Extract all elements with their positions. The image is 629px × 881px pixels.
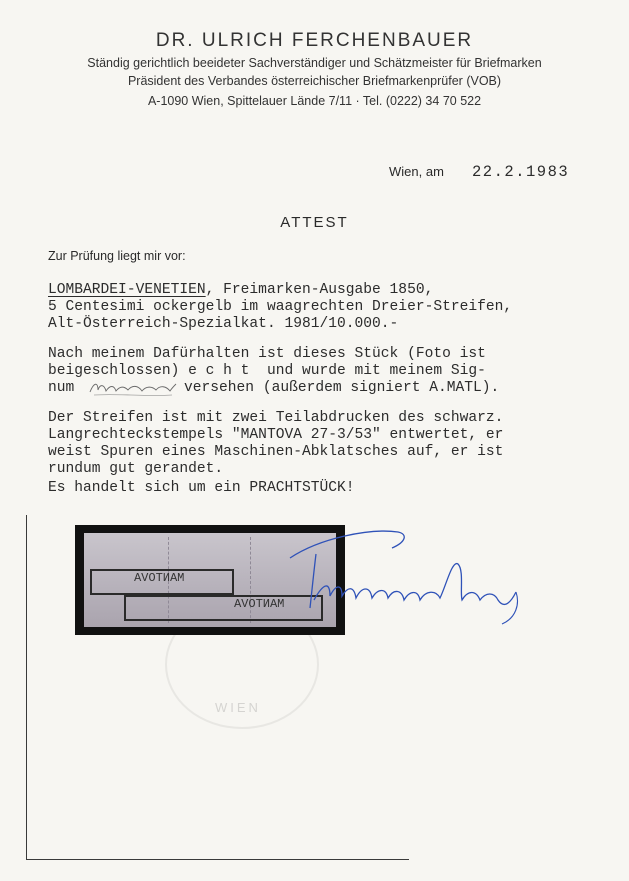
intro-text: Zur Prüfung liegt mir vor:: [48, 249, 186, 263]
letterhead-line-3: A-1090 Wien, Spittelauer Lände 7/11 · Tel. (0222) 34 70 522: [147, 94, 482, 108]
item-line-2: 5 Centesimi ockergelb im waagrechten Dreier-Streifen,: [48, 299, 513, 315]
seal-text: WIEN: [215, 700, 261, 715]
letterhead-line-2: Präsident des Verbandes österreichischer Briefmarkenprüfer (VOB): [127, 74, 502, 88]
small-signum-signature: [86, 376, 178, 400]
description-line-5: Es handelt sich um ein PRACHTSTÜCK!: [48, 480, 355, 496]
cancel-text-2: MANTOVA: [234, 597, 285, 611]
certificate-title: ATTEST: [280, 214, 349, 231]
bottom-border-line: [26, 859, 409, 860]
description-line-4: rundum gut gerandet.: [48, 461, 224, 477]
letterhead-name: DR. ULRICH FERCHENBAUER: [155, 30, 474, 51]
opinion-line-2: beigeschlossen) e c h t und wurde mit meinem Sig-: [48, 363, 486, 379]
opinion-line-1: Nach meinem Dafürhalten ist dieses Stück (Foto ist: [48, 346, 486, 362]
description-line-2: Langrechteckstempels "MANTOVA 27-3/53" entwertet, er: [48, 427, 504, 443]
item-region: LOMBARDEI-VENETIEN: [48, 282, 206, 298]
date-value: 22.2.1983: [472, 163, 570, 181]
date-label: Wien, am: [389, 164, 444, 179]
item-issue: , Freimarken-Ausgabe 1850,: [205, 282, 434, 298]
cancel-text-1: MANTOVA: [134, 571, 185, 585]
opinion-line-3-start: num: [48, 380, 75, 396]
item-line-1: [48, 282, 433, 299]
left-border-line: [26, 515, 27, 860]
description-line-3: weist Spuren eines Maschinen-Abklatsches auf, er ist: [48, 444, 504, 460]
item-line-3: Alt-Österreich-Spezialkat. 1981/10.000.-: [48, 316, 399, 332]
opinion-line-3-end: versehen (außerdem signiert A.MATL).: [184, 380, 500, 396]
letterhead-line-1: Ständig gerichtlich beeideter Sachverständiger und Schätzmeister für Briefmarken: [87, 56, 542, 70]
expert-signature: [280, 520, 530, 630]
description-line-1: Der Streifen ist mit zwei Teilabdrucken des schwarz.: [48, 410, 504, 426]
